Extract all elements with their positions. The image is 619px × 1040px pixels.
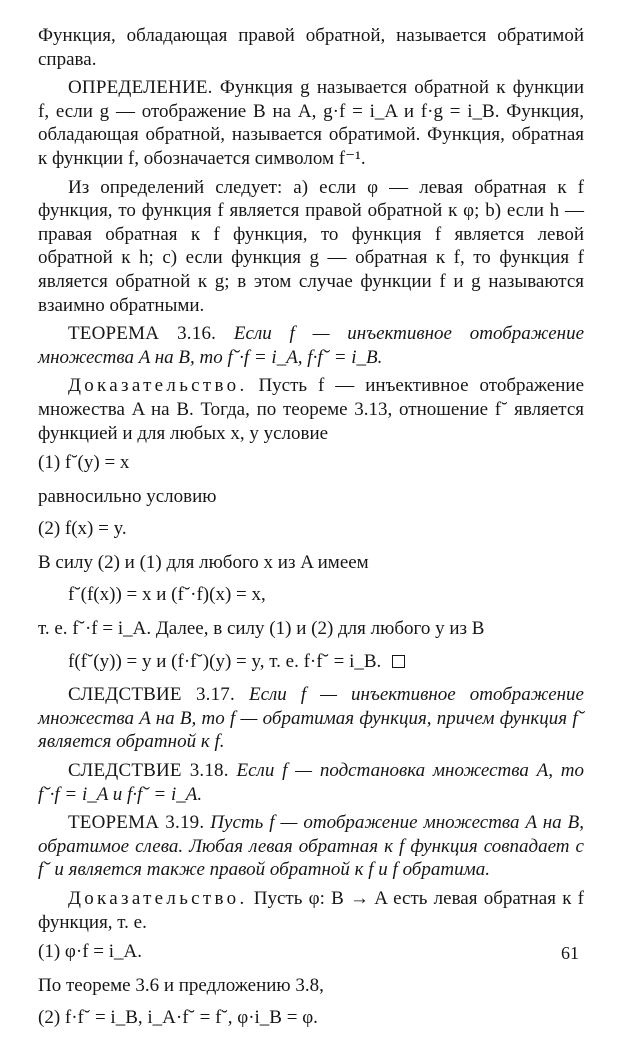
equation-5: (1) φ·f = i_A. [38, 941, 142, 963]
text-line: т. е. f˘·f = i_A. Далее, в силу (1) и (2) для любого y из B [38, 618, 485, 640]
proof-text: Пусть f — инъективное отображение множества A на B. Тогда, по теореме 3.13, отношение f˘ является функцией и для любых x, y условие [38, 375, 585, 444]
text-line: По теореме 3.6 и предложению 3.8, [38, 974, 324, 996]
definition-keyword: ОПРЕДЕЛЕНИЕ. [68, 77, 213, 99]
theorem-3-19 [38, 811, 584, 882]
book-page [38, 24, 584, 1040]
theorem-3-16 [38, 322, 584, 369]
proof-text: Пусть φ: B → A есть левая обратная к f функция, т. е. [38, 888, 585, 933]
corollary-statement: Если f — подстановка множества A, то f˘·f = i_A и f·f˘ = i_A. [38, 760, 585, 805]
qed-square-icon [392, 655, 405, 668]
text-line: В силу (2) и (1) для любого x из A имеем [38, 551, 369, 573]
equation-6: (2) f·f˘ = i_B, i_A·f˘ = f˘, φ·i_B = φ. [38, 1007, 318, 1029]
proof [38, 374, 584, 445]
paragraph [38, 24, 584, 71]
proof-keyword: Доказательство. [68, 888, 248, 909]
equation-3: f˘(f(x)) = x и (f˘·f)(x) = x, [68, 584, 266, 606]
corollary-statement: Если f — инъективное отображение множества A на B, то f — обратимая функция, причем функция f˘ является обратной к f. [38, 684, 584, 753]
theorem-keyword: ТЕОРЕМА 3.16. [68, 323, 217, 345]
paragraph-text: Из определений следует: a) если φ — левая обратная к f функция, то функция f является правой обратной к φ; b) если h — правая обратная к f функция, то функция f является левой обратной к h; c) если функция g — обратная к f, то функция f является обратной к g; в этом случае функции f и g называются взаимно обратными. [38, 176, 584, 316]
equation-1: (1) f˘(y) = x [38, 452, 130, 474]
equation-4-text: f(f˘(y)) = y и (f·f˘)(y) = y, т. е. f·f˘ = i_B. [68, 650, 382, 672]
equation-4 [38, 650, 584, 674]
theorem-statement: Пусть f — отображение множества A на B, обратимое слева. Любая левая обратная к f функция совпадает с f˘ и является также правой обратной к f и f обратима. [38, 812, 585, 881]
paragraph [38, 176, 584, 318]
corollary-keyword: СЛЕДСТВИЕ 3.17. [68, 684, 235, 706]
paragraph-text: Функция, обладающая правой обратной, называется обратимой справа. [38, 25, 584, 70]
equation-2: (2) f(x) = y. [38, 518, 127, 540]
page-number: 61 [561, 943, 579, 963]
text-line: равносильно условию [38, 485, 217, 507]
proof-keyword: Доказательство. [68, 375, 248, 397]
definition-text: Функция g называется обратной к функции f, если g — отображение B на A, g·f = i_A и f·g = i_B. Функция, обладающая обратной, называется обратимой. Функция, обратная к функции f, обозначается символом f⁻¹. [38, 77, 584, 169]
theorem-keyword: ТЕОРЕМА 3.19. [68, 812, 205, 834]
definition [38, 76, 584, 170]
corollary-3-18 [38, 759, 584, 806]
theorem-statement: Если f — инъективное отображение множества A на B, то f˘·f = i_A, f·f˘ = i_B. [38, 323, 585, 368]
corollary-3-17 [38, 683, 584, 754]
proof [38, 887, 584, 934]
corollary-keyword: СЛЕДСТВИЕ 3.18. [68, 760, 229, 782]
